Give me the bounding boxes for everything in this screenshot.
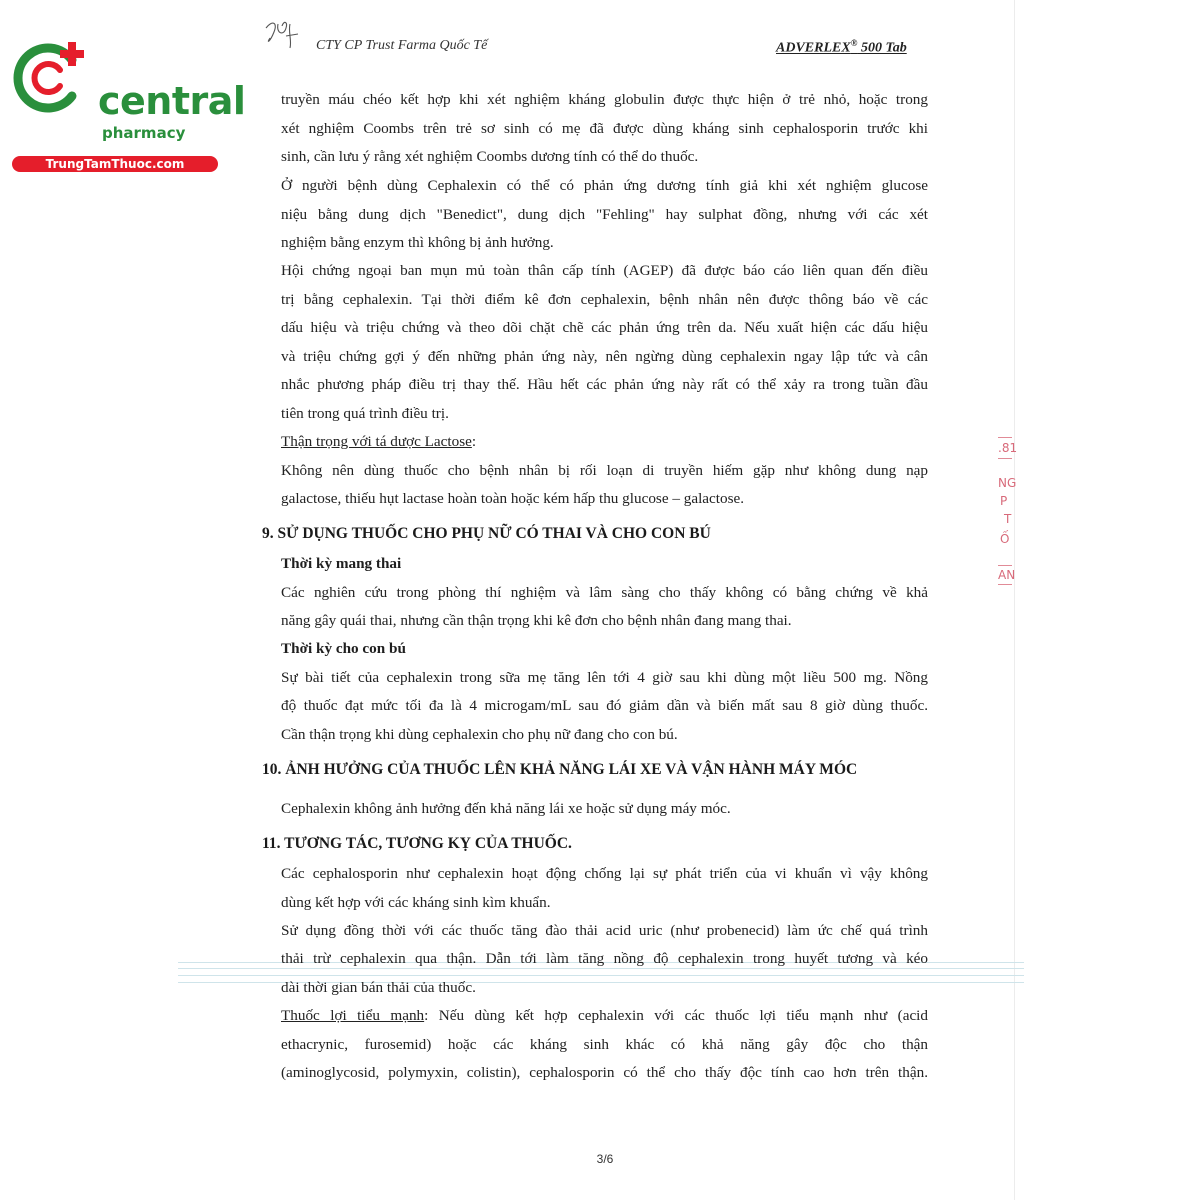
text-line: tiên trong quá trình điều trị. [281,405,449,422]
lactose-caution-label: Thận trọng với tá dược Lactose [281,433,472,450]
text-line: dài thời gian bán thải của thuốc. [281,979,476,996]
subsection-label: Thận trọng với tá dược Lactose: [281,433,477,450]
page-number: 3/6 [596,1152,614,1166]
logo-subtitle: pharmacy [102,124,186,142]
text-line: và triệu chứng gợi ý đến những phản ứng này, nên ngừng dùng cephalexin ngay lập tức và cân [281,348,928,365]
subheading-pregnancy: Thời kỳ mang thai [281,555,402,572]
stamp-fragment: T [1004,512,1012,526]
text-line: Ở người bệnh dùng Cephalexin có thể có phản ứng dương tính giả khi xét nghiệm glucose [281,177,928,194]
text-line: truyền máu chéo kết hợp khi xét nghiệm kháng globulin được thực hiện ở trẻ nhỏ, hoặc trong [281,91,928,108]
text-line: năng gây quái thai, nhưng cần thận trọng khi kê đơn cho bệnh nhân đang mang thai. [281,612,792,629]
subheading-breastfeeding: Thời kỳ cho con bú [281,640,406,657]
text-line: dùng kết hợp với các kháng sinh kìm khuẩn. [281,894,551,911]
text-line: galactose, thiếu hụt lactase hoàn toàn hoặc kém hấp thu glucose – galactose. [281,490,745,507]
stamp-fragment: Ố [1000,532,1010,546]
header-product: ADVERLEX® 500 Tab [776,38,907,56]
diuretic-label: Thuốc lợi tiểu mạnh [281,1007,425,1024]
text-line: dấu hiệu và triệu chứng và theo dõi chặt chẽ các phản ứng trên da. Nếu xuất hiện các dấu hiệu [281,319,928,336]
text-line: sinh, cần lưu ý rằng xét nghiệm Coombs dương tính có thể do thuốc. [281,148,699,165]
stamp-fragment: P [1000,494,1008,508]
text-line: Không nên dùng thuốc cho bệnh nhân bị rối loạn di truyền hiếm gặp như không dung nạp [281,462,928,479]
text-line: nghiệm bằng enzym thì không bị ảnh hưởng. [281,234,554,251]
stamp-fragment: NG [998,476,1017,490]
text-line: nhắc phương pháp điều trị thay thế. Hầu hết các phản ứng này rất có thể xảy ra trong tuần đầu [281,376,928,393]
header-company: CTY CP Trust Farma Quốc Tế [316,38,488,53]
text-line: trị bằng cephalexin. Tại thời điểm kê đơn cephalexin, bệnh nhân nên được thông báo về các [281,291,928,308]
stamp-fragment: .81 [998,441,1018,455]
text-line: độ thuốc đạt mức tối đa là 4 microgam/mL sau đó giảm dần và biến mất sau 8 giờ dùng thuốc. [281,697,928,714]
section-heading-9: 9. SỬ DỤNG THUỐC CHO PHỤ NỮ CÓ THAI VÀ CHO CON BÚ [262,525,711,542]
section-heading-11: 11. TƯƠNG TÁC, TƯƠNG KỴ CỦA THUỐC. [262,835,572,852]
text-line: Các cephalosporin như cephalexin hoạt động chống lại sự phát triển của vi khuẩn vì vậy không [281,865,928,882]
text-line: Sử dụng đồng thời với các thuốc tăng đào thải acid uric (như probenecid) làm ức chế quá trình [281,922,928,939]
text-line: Các nghiên cứu trong phòng thí nghiệm và lâm sàng cho thấy không có bằng chứng về khả [281,584,928,601]
section-heading-10: 10. ẢNH HƯỞNG CỦA THUỐC LÊN KHẢ NĂNG LÁI XE VÀ VẬN HÀNH MÁY MÓC [262,761,858,778]
logo-url[interactable]: TrungTamThuoc.com [45,157,185,171]
stamp-fragment: AN [998,568,1016,582]
logo-name: central [98,79,246,123]
text-line: ethacrynic, furosemid) hoặc các kháng sinh khác có khả năng gây độc cho thận [281,1036,928,1053]
text-line: Hội chứng ngoại ban mụn mủ toàn thân cấp tính (AGEP) đã được báo cáo liên quan đến điều [281,262,928,279]
text-line: Sự bài tiết của cephalexin trong sữa mẹ tăng lên tới 4 giờ sau khi dùng một liều 500 mg. Nồng [281,669,928,686]
text-line: Thuốc lợi tiểu mạnh: Nếu dùng kết hợp cephalexin với các thuốc lợi tiểu mạnh như (acid [281,1007,928,1024]
text-line: niệu bằng dung dịch "Benedict", dung dịch "Fehling" hay sulphat đồng, nhưng với các xét [281,206,928,223]
text-line: xét nghiệm Coombs trên trẻ sơ sinh có mẹ đã được dùng kháng sinh cephalosporin trước khi [281,120,928,137]
text-line: Cephalexin không ảnh hưởng đến khả năng lái xe hoặc sử dụng máy móc. [281,800,731,817]
text-line: (aminoglycosid, polymyxin, colistin), cephalosporin có thể cho thấy độc tính cao hơn trên thận. [281,1064,928,1081]
text-line: Cần thận trọng khi dùng cephalexin cho phụ nữ đang cho con bú. [281,726,678,743]
text-line: thải trừ cephalexin qua thận. Dẫn tới làm tăng nồng độ cephalexin trong huyết tương và kéo [281,950,928,967]
